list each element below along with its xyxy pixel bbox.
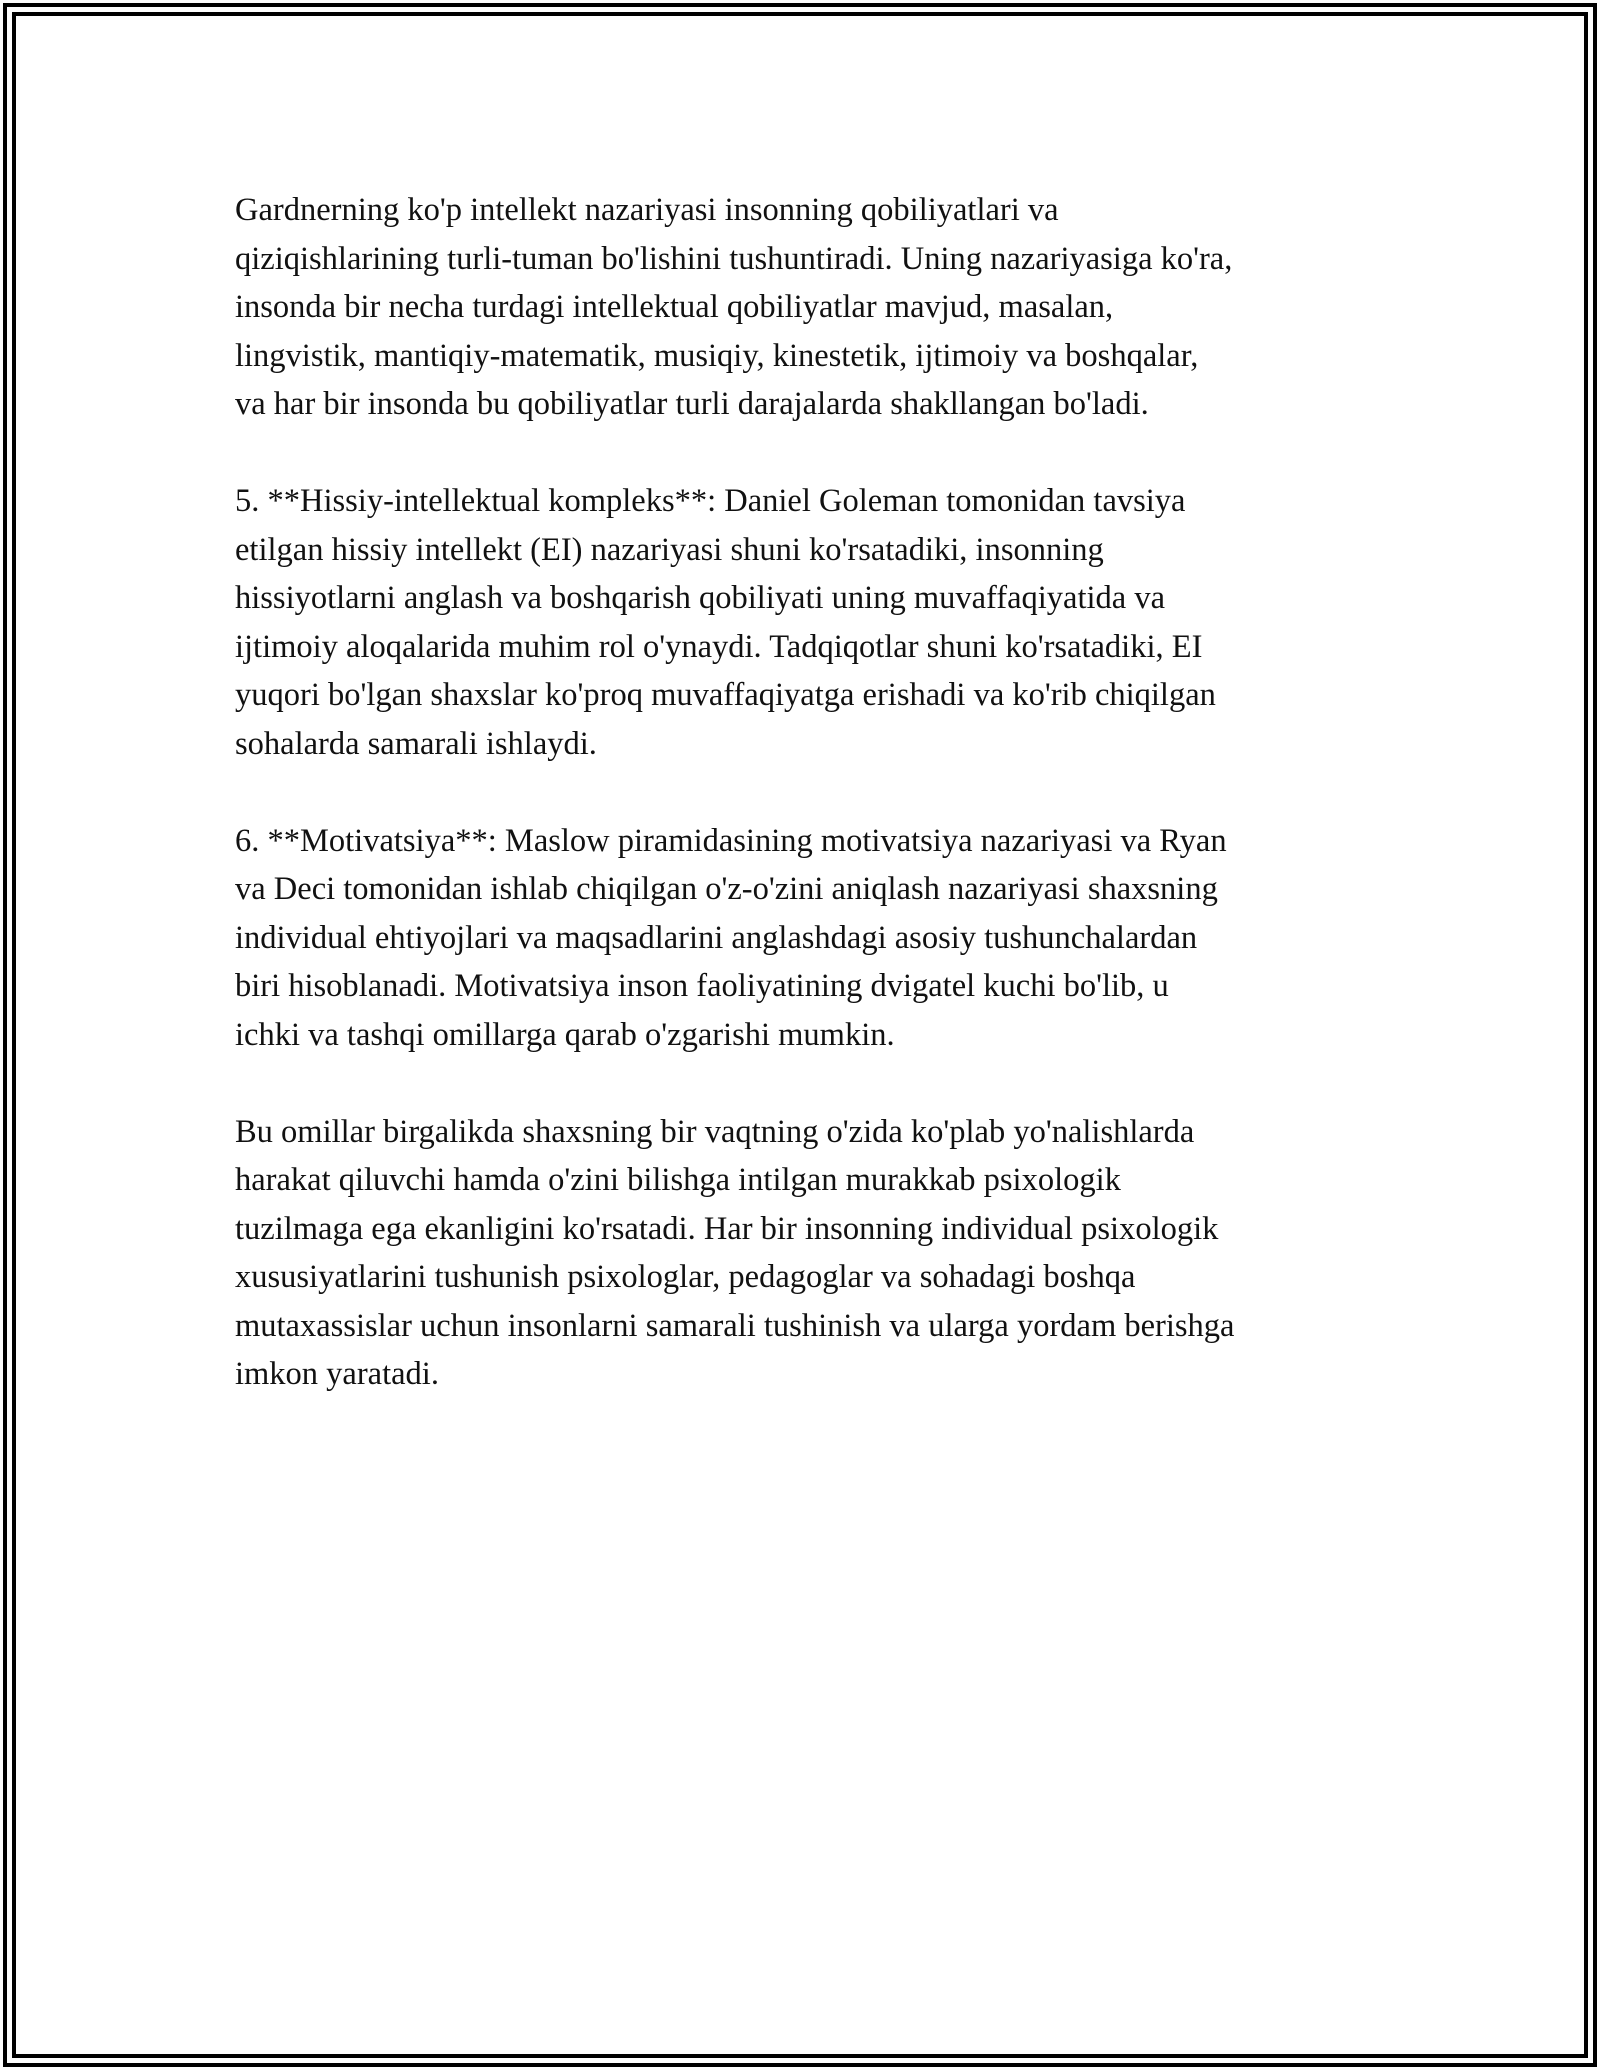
paragraph-emotional-intelligence: 5. **Hissiy-intellektual kompleks**: Daniel Goleman tomonidan tavsiya etilgan hissiy intellekt (EI) nazariyasi shuni ko'rsatadiki, insonning hissiyotlarni anglash va boshqarish qobiliyati uning muvaffaqiyatida va ijtimoiy aloqalarida muhim rol o'ynaydi. Tadqiqotlar shuni ko'rsatadiki, EI yuqori bo'lgan shaxslar ko'proq muvaffaqiyatga erishadi va ko'rib chiqilgan sohalarda samarali ishlaydi. [235, 483, 1216, 762]
paragraph-conclusion: Bu omillar birgalikda shaxsning bir vaqtning o'zida ko'plab yo'nalishlarda harakat qiluvchi hamda o'zini bilishga intilgan murakkab psixologik tuzilmaga ega ekanligini ko'rsatadi. Har bir insonning individual psixologik xususiyatlarini tushunish psixologlar, pedagoglar va sohadagi boshqa mutaxassislar uchun insonlarni samarali tushinish va ularga yordam berishga imkon yaratadi. [235, 1113, 1235, 1392]
document-body [235, 186, 1365, 1447]
paragraph-gardner: Gardnerning ko'p intellekt nazariyasi insonning qobiliyatlari va qiziqishlarining turli-tuman bo'lishini tushuntiradi. Uning nazariyasiga ko'ra, insonda bir necha turdagi intellektual qobiliyatlar mavjud, masalan, lingvistik, mantiqiy-matematik, musiqiy, kinestetik, ijtimoiy va boshqalar, va har bir insonda bu qobiliyatlar turli darajalarda shakllangan bo'ladi. [235, 192, 1233, 422]
paragraph-motivation: 6. **Motivatsiya**: Maslow piramidasining motivatsiya nazariyasi va Ryan va Deci tomonidan ishlab chiqilgan o'z-o'zini aniqlash nazariyasi shaxsning individual ehtiyojlari va maqsadlarini anglashdagi asosiy tushunchalardan biri hisoblanadi. Motivatsiya inson faoliyatining dvigatel kuchi bo'lib, u ichki va tashqi omillarga qarab o'zgarishi mumkin. [235, 822, 1227, 1053]
